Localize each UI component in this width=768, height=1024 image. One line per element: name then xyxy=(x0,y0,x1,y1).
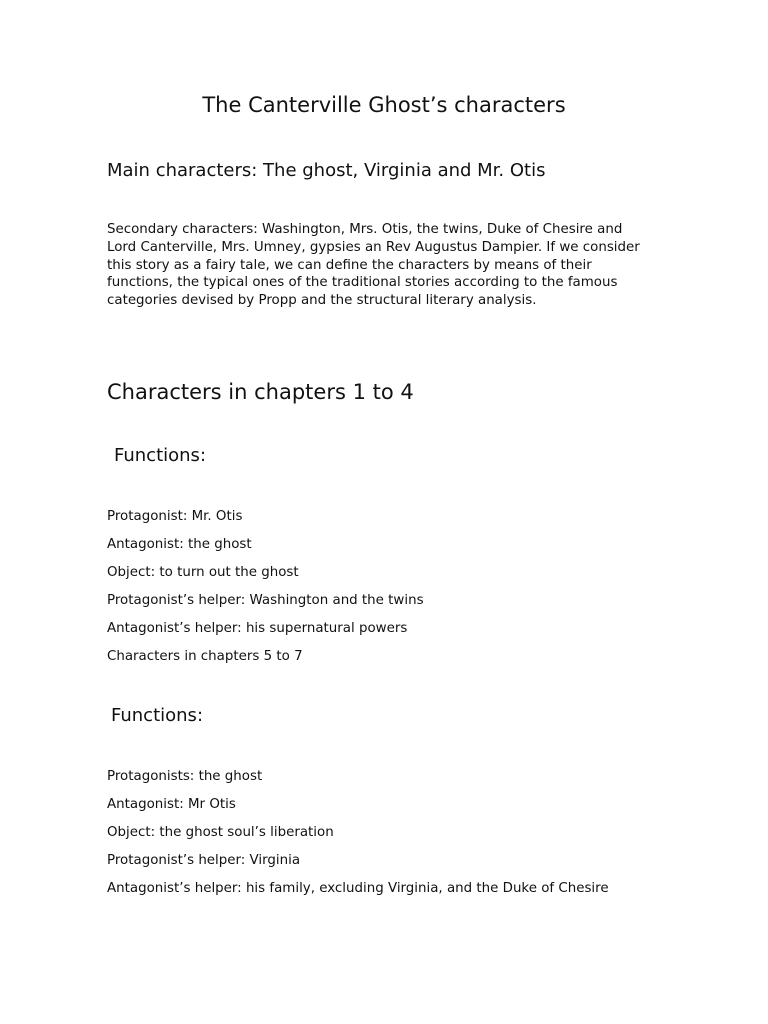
list-item: Antagonist: the ghost xyxy=(107,537,252,552)
chapters-1-4-heading: Characters in chapters 1 to 4 xyxy=(107,380,414,404)
list-item: Antagonist: Mr Otis xyxy=(107,797,236,812)
list-item: Characters in chapters 5 to 7 xyxy=(107,649,303,664)
list-item: Object: the ghost soul’s liberation xyxy=(107,825,334,840)
list-item: Antagonist’s helper: his family, excluding Virginia, and the Duke of Chesire xyxy=(107,881,609,896)
list-item: Object: to turn out the ghost xyxy=(107,565,299,580)
list-item: Protagonist’s helper: Virginia xyxy=(107,853,301,868)
list-item: Protagonists: the ghost xyxy=(107,769,263,784)
main-characters-heading: Main characters: The ghost, Virginia and Mr. Otis xyxy=(107,160,546,181)
functions-list-1 xyxy=(107,508,424,676)
list-item: Protagonist: Mr. Otis xyxy=(107,509,243,524)
functions-heading-1: Functions: xyxy=(114,445,207,466)
list-item: Protagonist’s helper: Washington and the twins xyxy=(107,593,424,608)
secondary-characters-paragraph: Secondary characters: Washington, Mrs. Otis, the twins, Duke of Chesire and Lord Canterville, Mrs. Umney, gypsies an Rev Augustus Dampier. If we consider this story as a fairy tale, we can define the characters by means of their functions, the typical ones of the traditional stories according to the famous categories devised by Propp and the structural literary analysis. xyxy=(107,222,640,309)
functions-heading-2: Functions: xyxy=(111,705,204,726)
functions-list-2 xyxy=(107,768,609,908)
list-item: Antagonist’s helper: his supernatural powers xyxy=(107,621,408,636)
document-title: The Canterville Ghost’s characters xyxy=(202,93,566,117)
